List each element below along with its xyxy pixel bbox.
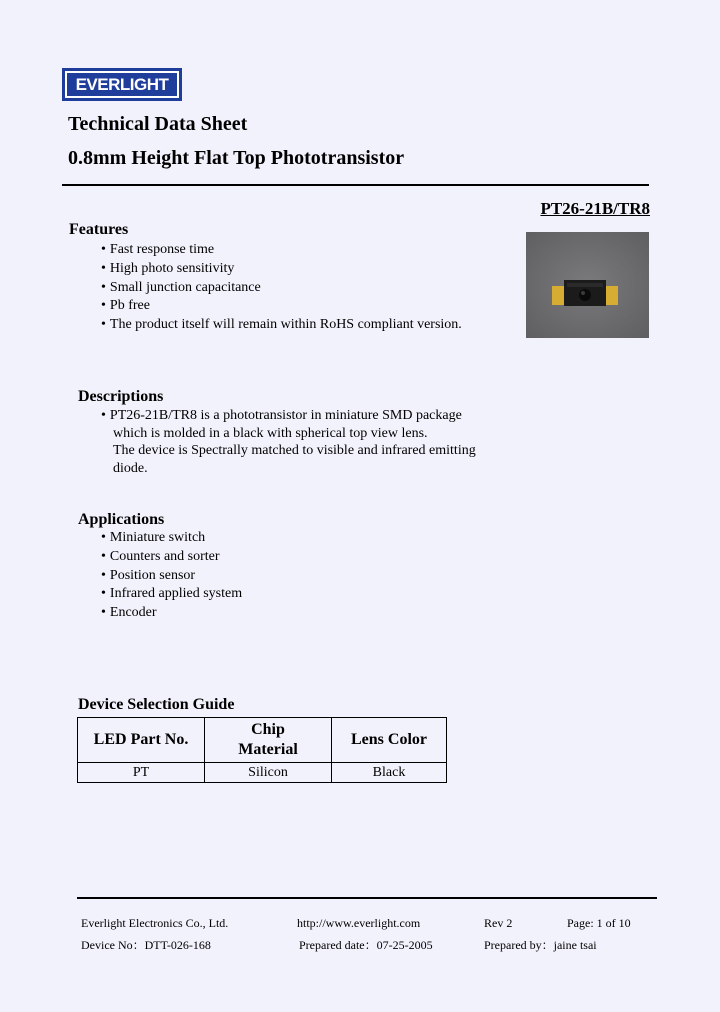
part-number: PT26-21B/TR8 xyxy=(540,199,650,218)
footer-page: Page: 1 of 10 xyxy=(567,916,631,930)
list-item: • Miniature switch xyxy=(101,529,242,548)
features-heading: Features xyxy=(69,221,129,238)
document-subtitle: 0.8mm Height Flat Top Phototransistor xyxy=(68,147,405,169)
list-item: • Infrared applied system xyxy=(101,585,242,604)
footer-rev: Rev 2 xyxy=(484,916,513,930)
list-item: • High photo sensitivity xyxy=(101,260,462,279)
cell-chip-material: Silicon xyxy=(205,763,332,783)
document-title: Technical Data Sheet xyxy=(68,113,248,135)
description-line: which is molded in a black with spherical top view lens. xyxy=(113,425,428,441)
applications-list xyxy=(101,529,242,623)
header-led-part-no: LED Part No. xyxy=(78,718,205,763)
description-line: • PT26-21B/TR8 is a phototransistor in miniature SMD package xyxy=(101,407,476,425)
descriptions-body xyxy=(101,407,476,477)
cell-lens-color: Black xyxy=(332,763,447,783)
table-row xyxy=(78,763,447,783)
table-header-row xyxy=(78,718,447,763)
description-line: diode. xyxy=(113,460,148,476)
selection-guide-heading: Device Selection Guide xyxy=(78,696,235,713)
descriptions-heading: Descriptions xyxy=(78,388,164,405)
product-photo xyxy=(526,232,649,338)
header-lens-color: Lens Color xyxy=(332,718,447,763)
list-item: • Pb free xyxy=(101,297,462,316)
header-chip-line1: Chip xyxy=(251,721,285,738)
phototransistor-image xyxy=(526,232,649,338)
selection-guide-table xyxy=(77,717,447,783)
description-line: The device is Spectrally matched to visible and infrared emitting xyxy=(113,443,476,459)
list-item: • Fast response time xyxy=(101,241,462,260)
applications-heading: Applications xyxy=(78,511,165,528)
logo-text: EVERLIGHT xyxy=(65,71,179,98)
list-item: • Position sensor xyxy=(101,567,242,586)
list-item: • The product itself will remain within RoHS compliant version. xyxy=(101,316,462,335)
list-item: • Counters and sorter xyxy=(101,548,242,567)
footer-divider xyxy=(77,897,657,899)
footer-prepared-by: Prepared by：jaine tsai xyxy=(484,938,597,952)
list-item: • Small junction capacitance xyxy=(101,279,462,298)
footer-prepared-date: Prepared date：07-25-2005 xyxy=(299,938,433,952)
header-chip-line2: Material xyxy=(238,741,298,758)
footer-device-no: Device No：DTT-026-168 xyxy=(81,938,211,952)
footer-company: Everlight Electronics Co., Ltd. xyxy=(81,916,229,930)
cell-part-no: PT xyxy=(78,763,205,783)
top-divider xyxy=(62,184,649,186)
header-chip-material xyxy=(205,718,332,763)
everlight-logo xyxy=(62,68,182,101)
features-list xyxy=(101,241,462,335)
list-item: • Encoder xyxy=(101,604,242,623)
footer-website: http://www.everlight.com xyxy=(297,916,421,930)
